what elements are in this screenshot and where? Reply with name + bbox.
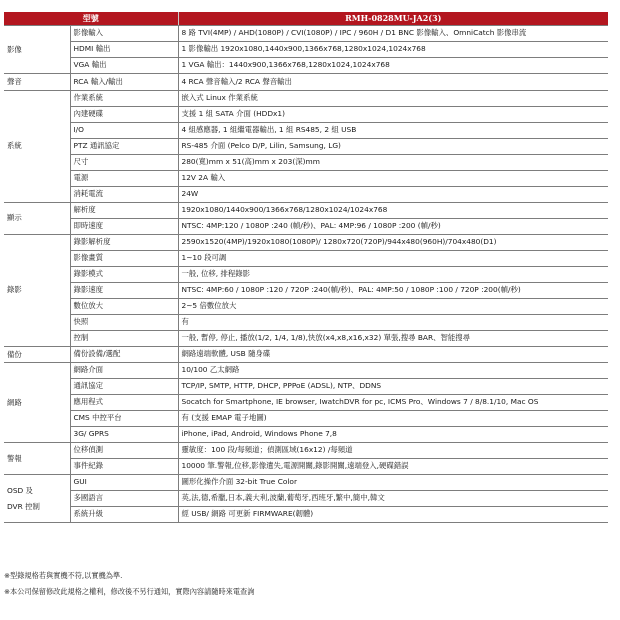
- table-row: [4, 26, 608, 42]
- spec-value: 靈敏度：100 段/每頻道；偵測區域(16x12) /每頻道: [178, 443, 608, 459]
- spec-value: 一般, 暫停, 停止, 播放(1/2, 1/4, 1/8),快放(x4,x8,x16,x32) 單張,搜尋 BAR、智能搜尋: [178, 330, 608, 346]
- section-category-label: 網路: [7, 397, 22, 407]
- section-category: [4, 346, 70, 363]
- section-category: [4, 202, 70, 234]
- spec-value: NTSC: 4MP:120 / 1080P :240 (幀/秒)、PAL: 4MP:96 / 1080P :200 (幀/秒): [178, 218, 608, 234]
- spec-label: PTZ 通訊協定: [70, 138, 178, 154]
- table-row: [4, 427, 608, 443]
- spec-value: Socatch for Smartphone, IE browser, IwatchDVR for pc, ICMS Pro、Windows 7 / 8/8.1/10, Mac OS: [178, 395, 608, 411]
- spec-label: 網路介面: [70, 363, 178, 379]
- table-row: [4, 58, 608, 74]
- spec-value: 一般, 位移, 排程錄影: [178, 266, 608, 282]
- spec-label: 錄影解析度: [70, 234, 178, 250]
- spec-value: 1 VGA 輸出：1440x900,1366x768,1280x1024,1024x768: [178, 58, 608, 74]
- footnote: ※本公司保留修改此規格之權利，修改後不另行通知，實際內容請隨時來電查詢: [4, 587, 255, 596]
- table-row: [4, 106, 608, 122]
- table-row: [4, 282, 608, 298]
- table-row: [4, 42, 608, 58]
- spec-value: 1~10 段可調: [178, 250, 608, 266]
- spec-value: 10000 筆.警報,位移,影像遺失,電源開關,錄影開關,遠端登入,硬碟錯誤: [178, 459, 608, 475]
- section-category-label: 錄影: [7, 285, 22, 295]
- spec-table: [4, 12, 608, 523]
- spec-label: 通訊協定: [70, 379, 178, 395]
- spec-label: 影像輸入: [70, 26, 178, 42]
- spec-value: 圖形化操作介面 32-bit True Color: [178, 475, 608, 491]
- spec-label: VGA 輸出: [70, 58, 178, 74]
- spec-value: 280(寬)mm x 51(高)mm x 203(深)mm: [178, 154, 608, 170]
- table-row: [4, 443, 608, 459]
- table-row: [4, 250, 608, 266]
- table-header-row: [4, 12, 608, 26]
- spec-label: 尺寸: [70, 154, 178, 170]
- spec-label: 3G/ GPRS: [70, 427, 178, 443]
- section-category-label: 系統: [7, 141, 22, 151]
- spec-label: 電源: [70, 170, 178, 186]
- spec-label: 位移偵測: [70, 443, 178, 459]
- table-row: [4, 170, 608, 186]
- spec-label: 備份設備/選配: [70, 346, 178, 363]
- spec-label: 數位放大: [70, 298, 178, 314]
- spec-label: CMS 中控平台: [70, 411, 178, 427]
- spec-label: 解析度: [70, 202, 178, 218]
- spec-label: 事件紀錄: [70, 459, 178, 475]
- table-row: [4, 154, 608, 170]
- spec-value: 10/100 乙太網路: [178, 363, 608, 379]
- spec-label: 系統升級: [70, 507, 178, 523]
- footnote: ※型錄規格若與實機不符,以實機為準.: [4, 571, 123, 580]
- section-category: [4, 26, 70, 74]
- spec-value: 支援 1 組 SATA 介面 (HDDx1): [178, 106, 608, 122]
- spec-value: 經 USB/ 網路 可更新 FIRMWARE(韌體): [178, 507, 608, 523]
- spec-value: TCP/IP, SMTP, HTTP, DHCP, PPPoE (ADSL), NTP、DDNS: [178, 379, 608, 395]
- section-category: [4, 443, 70, 475]
- spec-value: 4 RCA 聲音輸入/2 RCA 聲音輸出: [178, 74, 608, 91]
- table-row: [4, 90, 608, 106]
- spec-label: RCA 輸入/輸出: [70, 74, 178, 91]
- table-row: [4, 346, 608, 363]
- spec-value: 英,法,德,希臘,日本,義大利,波蘭,葡萄牙,西班牙,繁中,簡中,韓文: [178, 491, 608, 507]
- table-row: [4, 298, 608, 314]
- spec-label: 錄影模式: [70, 266, 178, 282]
- spec-label: 快照: [70, 314, 178, 330]
- spec-label: 消耗電流: [70, 186, 178, 202]
- table-row: [4, 186, 608, 202]
- table-row: [4, 379, 608, 395]
- spec-value: 有: [178, 314, 608, 330]
- spec-value: RS-485 介面 (Pelco D/P, Lilin, Samsung, LG): [178, 138, 608, 154]
- spec-label: 應用程式: [70, 395, 178, 411]
- table-row: [4, 475, 608, 491]
- spec-value: 有 (支援 EMAP 電子地圖): [178, 411, 608, 427]
- spec-label: HDMI 輸出: [70, 42, 178, 58]
- section-category-label: 顯示: [7, 213, 22, 223]
- spec-label: 多國語言: [70, 491, 178, 507]
- spec-value: 24W: [178, 186, 608, 202]
- spec-value: iPhone, iPad, Android, Windows Phone 7,8: [178, 427, 608, 443]
- spec-table-body: [4, 12, 608, 523]
- table-row: [4, 234, 608, 250]
- table-row: [4, 202, 608, 218]
- table-row: [4, 459, 608, 475]
- section-category: [4, 90, 70, 202]
- spec-value: 4 組感應器, 1 組繼電器輸出, 1 組 RS485, 2 組 USB: [178, 122, 608, 138]
- section-category: [4, 234, 70, 346]
- table-row: [4, 395, 608, 411]
- section-category: [4, 475, 70, 523]
- spec-label: I/O: [70, 122, 178, 138]
- table-row: [4, 138, 608, 154]
- footnotes: [4, 568, 608, 600]
- table-row: [4, 266, 608, 282]
- section-category-label: 聲音: [7, 77, 22, 86]
- table-row: [4, 218, 608, 234]
- spec-label: 作業系統: [70, 90, 178, 106]
- spec-label: 內建硬碟: [70, 106, 178, 122]
- spec-value: 網路遠端軟體, USB 隨身碟: [178, 346, 608, 363]
- table-row: [4, 411, 608, 427]
- table-row: [4, 314, 608, 330]
- table-row: [4, 74, 608, 91]
- spec-value: 嵌入式 Linux 作業系統: [178, 90, 608, 106]
- table-row: [4, 507, 608, 523]
- spec-label: 錄影速度: [70, 282, 178, 298]
- section-category-label: 警報: [7, 453, 22, 463]
- table-row: [4, 363, 608, 379]
- spec-label: 即時速度: [70, 218, 178, 234]
- section-category: [4, 363, 70, 443]
- section-category-label: 影像: [7, 44, 22, 54]
- table-row: [4, 122, 608, 138]
- spec-value: 8 路 TVI(4MP) / AHD(1080P) / CVI(1080P) / IPC / 960H / D1 BNC 影像輸入、OmniCatch 影像串流: [178, 26, 608, 42]
- table-row: [4, 491, 608, 507]
- section-category-label: 備份: [7, 349, 22, 359]
- spec-value: 1920x1080/1440x900/1366x768/1280x1024/1024x768: [178, 202, 608, 218]
- spec-value: 2590x1520(4MP)/1920x1080(1080P)/ 1280x720(720P)/944x480(960H)/704x480(D1): [178, 234, 608, 250]
- spec-value: 1 影像輸出 1920x1080,1440x900,1366x768,1280x1024,1024x768: [178, 42, 608, 58]
- spec-value: NTSC: 4MP:60 / 1080P :120 / 720P :240(幀/秒)、PAL: 4MP:50 / 1080P :100 / 720P :200(幀/秒): [178, 282, 608, 298]
- model-label: 型號: [4, 12, 178, 26]
- section-category: [4, 74, 70, 91]
- section-category-label: DVR 控制: [7, 501, 40, 511]
- spec-value: 12V 2A 輸入: [178, 170, 608, 186]
- table-row: [4, 330, 608, 346]
- spec-value: 2~5 倍數位放大: [178, 298, 608, 314]
- model-value: RMH-0828MU-JA2(3): [178, 12, 608, 26]
- spec-label: GUI: [70, 475, 178, 491]
- section-category-label: OSD 及: [7, 486, 33, 496]
- spec-label: 控制: [70, 330, 178, 346]
- spec-label: 影像畫質: [70, 250, 178, 266]
